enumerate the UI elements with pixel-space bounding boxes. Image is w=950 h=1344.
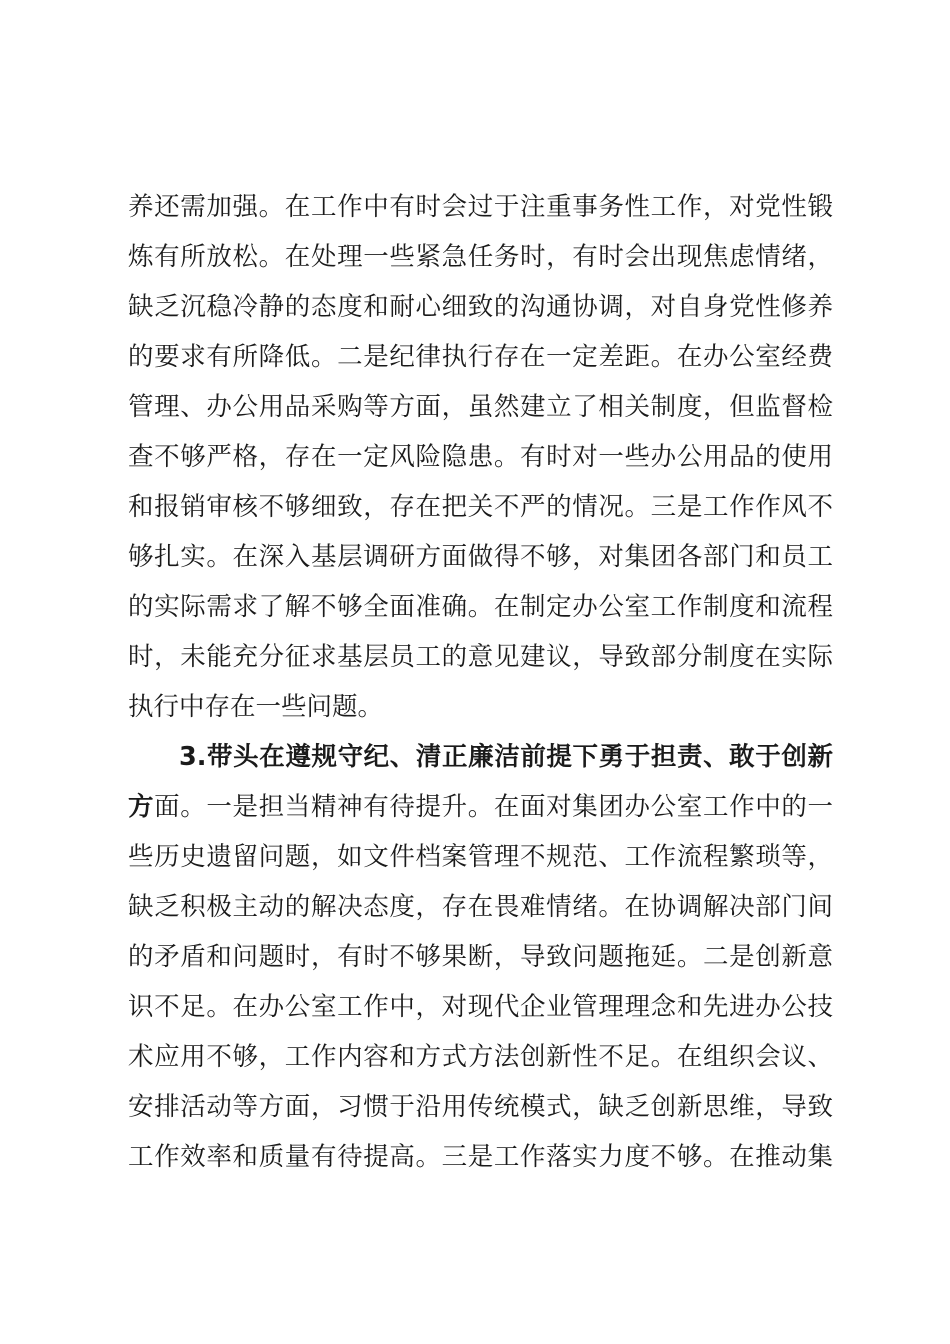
section-heading: 3.带头在遵规守纪、清正廉洁前提下勇于担责、敢于创新 (179, 742, 833, 772)
text-line: 执行中存在一些问题。 (128, 692, 384, 722)
text-line: 工作效率和质量有待提高。三是工作落实力度不够。在推动集 (128, 1142, 833, 1172)
section-heading-end: 方 (128, 792, 155, 822)
text-line: 识不足。在办公室工作中，对现代企业管理理念和先进办公技 (128, 992, 833, 1022)
text-line: 时，未能充分征求基层员工的意见建议，导致部分制度在实际 (128, 642, 833, 672)
text-line: 缺乏积极主动的解决态度，存在畏难情绪。在协调解决部门间 (128, 892, 833, 922)
section-heading-continuation (128, 782, 833, 832)
text-line: 术应用不够，工作内容和方式方法创新性不足。在组织会议、 (128, 1042, 833, 1072)
paragraph-start: 面。一是担当精神有待提升。在面对集团办公室工作中的一 (154, 792, 833, 822)
text-line: 些历史遗留问题，如文件档案管理不规范、工作流程繁琐等， (128, 842, 833, 872)
text-line: 查不够严格，存在一定风险隐患。有时对一些办公用品的使用 (128, 442, 833, 472)
text-line: 安排活动等方面，习惯于沿用传统模式，缺乏创新思维，导致 (128, 1092, 833, 1122)
text-line: 缺乏沉稳冷静的态度和耐心细致的沟通协调，对自身党性修养 (128, 292, 833, 322)
text-line: 养还需加强。在工作中有时会过于注重事务性工作，对党性锻 (128, 192, 833, 222)
text-line: 的要求有所降低。二是纪律执行存在一定差距。在办公室经费 (128, 342, 833, 372)
text-line: 和报销审核不够细致，存在把关不严的情况。三是工作作风不 (128, 492, 833, 522)
text-line: 够扎实。在深入基层调研方面做得不够，对集团各部门和员工 (128, 542, 833, 572)
text-line: 的矛盾和问题时，有时不够果断，导致问题拖延。二是创新意 (128, 942, 833, 972)
text-line: 的实际需求了解不够全面准确。在制定办公室工作制度和流程 (128, 592, 833, 622)
text-line: 炼有所放松。在处理一些紧急任务时，有时会出现焦虑情绪， (128, 242, 833, 272)
body-text (128, 182, 833, 1182)
text-line: 管理、办公用品采购等方面，虽然建立了相关制度，但监督检 (128, 392, 833, 422)
